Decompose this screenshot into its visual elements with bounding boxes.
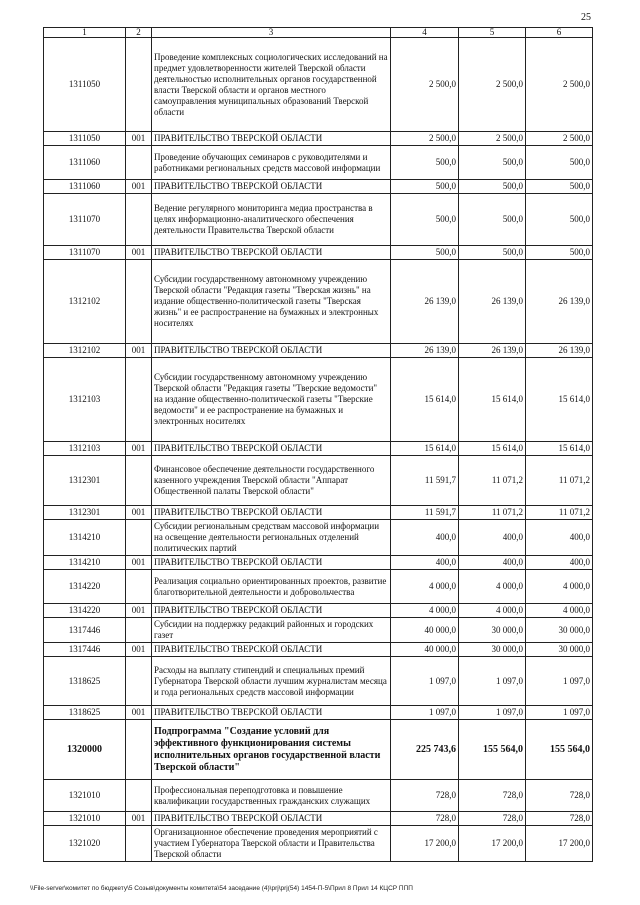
row-subcode — [126, 618, 152, 643]
row-value-year2: 4 000,0 — [459, 570, 526, 604]
row-value-year2: 400,0 — [459, 556, 526, 570]
row-value-year3: 728,0 — [526, 780, 593, 812]
row-name: Проведение комплексных социологических исследований на предмет удовлетворенности жителей Тверской области деятельностью исполнительных органов государственной власти Тверской области и органов местного самоуправления муниципальных образований Тверской области — [152, 38, 391, 132]
row-value-year2: 2 500,0 — [459, 38, 526, 132]
table-row — [44, 146, 593, 180]
row-value-year3: 500,0 — [526, 246, 593, 260]
row-value-year3: 26 139,0 — [526, 344, 593, 358]
row-name: Субсидии государственному автономному учреждению Тверской области "Редакция газеты "Тверские ведомости" на издание общественно-политической газеты "Тверские ведомости" и ее распространение на бумажных и электронных носителях — [152, 358, 391, 442]
row-name: ПРАВИТЕЛЬСТВО ТВЕРСКОЙ ОБЛАСТИ — [152, 180, 391, 194]
table-body — [44, 38, 593, 862]
row-value-year3: 2 500,0 — [526, 132, 593, 146]
row-subcode: 001 — [126, 604, 152, 618]
row-code: 1314210 — [44, 520, 126, 556]
row-value-year1: 400,0 — [391, 520, 459, 556]
row-code: 1312103 — [44, 442, 126, 456]
row-subcode: 001 — [126, 812, 152, 826]
row-subcode — [126, 520, 152, 556]
row-value-year2: 17 200,0 — [459, 826, 526, 862]
row-name: ПРАВИТЕЛЬСТВО ТВЕРСКОЙ ОБЛАСТИ — [152, 643, 391, 657]
table-row — [44, 604, 593, 618]
table-row — [44, 456, 593, 506]
row-subcode: 001 — [126, 180, 152, 194]
table-row — [44, 260, 593, 344]
row-code: 1318625 — [44, 657, 126, 706]
row-value-year1: 400,0 — [391, 556, 459, 570]
row-code: 1321020 — [44, 826, 126, 862]
row-value-year1: 11 591,7 — [391, 506, 459, 520]
row-value-year2: 11 071,2 — [459, 506, 526, 520]
row-value-year3: 1 097,0 — [526, 706, 593, 720]
table-row — [44, 38, 593, 132]
table-row — [44, 180, 593, 194]
file-path-footer: \\File-server\комитет по бюджету\5 Созыв\документы комитета\54 заседание (4)\prj\prj(54) 1454-П-5\Прил 8 Прил 14 КЦСР ППП — [30, 885, 413, 892]
row-subcode — [126, 570, 152, 604]
row-value-year1: 17 200,0 — [391, 826, 459, 862]
row-value-year3: 400,0 — [526, 556, 593, 570]
page-number: 25 — [581, 12, 591, 23]
row-value-year2: 728,0 — [459, 780, 526, 812]
table-row — [44, 344, 593, 358]
row-code: 1311070 — [44, 194, 126, 246]
row-subcode — [126, 358, 152, 442]
row-value-year1: 15 614,0 — [391, 358, 459, 442]
row-name: ПРАВИТЕЛЬСТВО ТВЕРСКОЙ ОБЛАСТИ — [152, 812, 391, 826]
table-row — [44, 780, 593, 812]
row-name: Проведение обучающих семинаров с руководителями и работниками региональных средств массовой информации — [152, 146, 391, 180]
row-name: Реализация социально ориентированных проектов, развитие благотворительной деятельности и добровольчества — [152, 570, 391, 604]
row-name: Организационное обеспечение проведения мероприятий с участием Губернатора Тверской области и Правительства Тверской области — [152, 826, 391, 862]
row-subcode: 001 — [126, 706, 152, 720]
row-value-year3: 400,0 — [526, 520, 593, 556]
row-value-year3: 26 139,0 — [526, 260, 593, 344]
table-header-row — [44, 28, 593, 38]
row-name: Подпрограмма "Создание условий для эффективного функционирования системы исполнительных органов государственной власти Тверской области" — [152, 720, 391, 780]
row-subcode: 001 — [126, 132, 152, 146]
table-row — [44, 132, 593, 146]
row-name: Финансовое обеспечение деятельности государственного казенного учреждения Тверской области "Аппарат Общественной палаты Тверской области" — [152, 456, 391, 506]
row-value-year1: 1 097,0 — [391, 706, 459, 720]
row-value-year1: 40 000,0 — [391, 618, 459, 643]
budget-table — [43, 27, 593, 862]
table-row — [44, 358, 593, 442]
row-value-year1: 728,0 — [391, 780, 459, 812]
row-value-year1: 11 591,7 — [391, 456, 459, 506]
row-subcode — [126, 720, 152, 780]
row-value-year1: 2 500,0 — [391, 132, 459, 146]
row-code: 1311050 — [44, 38, 126, 132]
row-value-year3: 30 000,0 — [526, 643, 593, 657]
row-name: ПРАВИТЕЛЬСТВО ТВЕРСКОЙ ОБЛАСТИ — [152, 442, 391, 456]
row-name: Субсидии государственному автономному учреждению Тверской области "Редакция газеты "Тверская жизнь" на издание общественно-политической газеты "Тверская жизнь" и ее распространение на бумажных и электронных носителях — [152, 260, 391, 344]
row-value-year3: 15 614,0 — [526, 358, 593, 442]
row-subcode: 001 — [126, 344, 152, 358]
table-row — [44, 442, 593, 456]
column-header: 3 — [152, 28, 391, 38]
row-code: 1314220 — [44, 570, 126, 604]
row-value-year2: 26 139,0 — [459, 344, 526, 358]
row-value-year3: 500,0 — [526, 146, 593, 180]
row-name: Ведение регулярного мониторинга медиа пространства в целях информационно-аналитического обеспечения деятельности Правительства Тверской области — [152, 194, 391, 246]
table-row — [44, 194, 593, 246]
row-code: 1311050 — [44, 132, 126, 146]
row-value-year3: 155 564,0 — [526, 720, 593, 780]
row-name: ПРАВИТЕЛЬСТВО ТВЕРСКОЙ ОБЛАСТИ — [152, 506, 391, 520]
row-subcode: 001 — [126, 643, 152, 657]
column-header: 1 — [44, 28, 126, 38]
row-value-year3: 2 500,0 — [526, 38, 593, 132]
row-subcode — [126, 456, 152, 506]
row-name: Профессиональная переподготовка и повышение квалификации государственных гражданских служащих — [152, 780, 391, 812]
row-value-year1: 26 139,0 — [391, 344, 459, 358]
table-row — [44, 706, 593, 720]
row-code: 1314210 — [44, 556, 126, 570]
table-row — [44, 618, 593, 643]
row-value-year1: 225 743,6 — [391, 720, 459, 780]
row-subcode: 001 — [126, 246, 152, 260]
row-name: ПРАВИТЕЛЬСТВО ТВЕРСКОЙ ОБЛАСТИ — [152, 344, 391, 358]
table-row — [44, 570, 593, 604]
row-value-year1: 4 000,0 — [391, 604, 459, 618]
row-value-year1: 500,0 — [391, 180, 459, 194]
row-code: 1312301 — [44, 506, 126, 520]
table-row — [44, 657, 593, 706]
row-code: 1311070 — [44, 246, 126, 260]
row-code: 1311060 — [44, 180, 126, 194]
row-value-year2: 30 000,0 — [459, 618, 526, 643]
row-value-year1: 728,0 — [391, 812, 459, 826]
row-subcode — [126, 780, 152, 812]
row-name: Субсидии региональным средствам массовой информации на освещение деятельности региональных отделений политических партий — [152, 520, 391, 556]
row-subcode: 001 — [126, 556, 152, 570]
table-row — [44, 556, 593, 570]
row-value-year1: 40 000,0 — [391, 643, 459, 657]
row-code: 1317446 — [44, 643, 126, 657]
column-header: 5 — [459, 28, 526, 38]
row-name: ПРАВИТЕЛЬСТВО ТВЕРСКОЙ ОБЛАСТИ — [152, 132, 391, 146]
row-value-year2: 500,0 — [459, 146, 526, 180]
table-row — [44, 246, 593, 260]
row-name: ПРАВИТЕЛЬСТВО ТВЕРСКОЙ ОБЛАСТИ — [152, 706, 391, 720]
row-value-year1: 4 000,0 — [391, 570, 459, 604]
row-value-year2: 4 000,0 — [459, 604, 526, 618]
row-value-year2: 30 000,0 — [459, 643, 526, 657]
row-value-year2: 728,0 — [459, 812, 526, 826]
row-value-year1: 2 500,0 — [391, 38, 459, 132]
row-code: 1312103 — [44, 358, 126, 442]
row-code: 1314220 — [44, 604, 126, 618]
row-code: 1312102 — [44, 344, 126, 358]
row-subcode — [126, 146, 152, 180]
row-value-year2: 500,0 — [459, 246, 526, 260]
row-value-year2: 1 097,0 — [459, 706, 526, 720]
row-value-year2: 26 139,0 — [459, 260, 526, 344]
row-value-year2: 500,0 — [459, 180, 526, 194]
column-header: 6 — [526, 28, 593, 38]
table-row — [44, 643, 593, 657]
row-value-year2: 11 071,2 — [459, 456, 526, 506]
row-value-year1: 15 614,0 — [391, 442, 459, 456]
row-code: 1312301 — [44, 456, 126, 506]
row-subcode: 001 — [126, 442, 152, 456]
row-code: 1317446 — [44, 618, 126, 643]
row-value-year1: 26 139,0 — [391, 260, 459, 344]
row-code: 1321010 — [44, 812, 126, 826]
row-code: 1321010 — [44, 780, 126, 812]
row-value-year2: 2 500,0 — [459, 132, 526, 146]
row-value-year3: 4 000,0 — [526, 604, 593, 618]
row-value-year1: 1 097,0 — [391, 657, 459, 706]
table-row — [44, 720, 593, 780]
row-subcode — [126, 260, 152, 344]
row-value-year3: 17 200,0 — [526, 826, 593, 862]
row-subcode — [126, 657, 152, 706]
table-row — [44, 506, 593, 520]
row-code: 1312102 — [44, 260, 126, 344]
row-value-year2: 500,0 — [459, 194, 526, 246]
row-value-year3: 15 614,0 — [526, 442, 593, 456]
row-code: 1318625 — [44, 706, 126, 720]
row-name: ПРАВИТЕЛЬСТВО ТВЕРСКОЙ ОБЛАСТИ — [152, 604, 391, 618]
column-header: 2 — [126, 28, 152, 38]
row-name: ПРАВИТЕЛЬСТВО ТВЕРСКОЙ ОБЛАСТИ — [152, 246, 391, 260]
row-value-year1: 500,0 — [391, 146, 459, 180]
row-subcode — [126, 38, 152, 132]
row-value-year1: 500,0 — [391, 194, 459, 246]
row-value-year2: 15 614,0 — [459, 442, 526, 456]
row-value-year3: 4 000,0 — [526, 570, 593, 604]
row-subcode — [126, 826, 152, 862]
row-value-year3: 500,0 — [526, 180, 593, 194]
table-row — [44, 826, 593, 862]
row-value-year1: 500,0 — [391, 246, 459, 260]
row-subcode — [126, 194, 152, 246]
row-value-year2: 15 614,0 — [459, 358, 526, 442]
row-name: ПРАВИТЕЛЬСТВО ТВЕРСКОЙ ОБЛАСТИ — [152, 556, 391, 570]
table-row — [44, 812, 593, 826]
column-header: 4 — [391, 28, 459, 38]
table-row — [44, 520, 593, 556]
row-value-year3: 500,0 — [526, 194, 593, 246]
row-name: Расходы на выплату стипендий и специальных премий Губернатора Тверской области лучшим журналистам месяца и года региональных средств массовой информации — [152, 657, 391, 706]
row-value-year2: 1 097,0 — [459, 657, 526, 706]
row-value-year3: 30 000,0 — [526, 618, 593, 643]
row-value-year3: 11 071,2 — [526, 506, 593, 520]
row-code: 1311060 — [44, 146, 126, 180]
row-value-year3: 11 071,2 — [526, 456, 593, 506]
row-subcode: 001 — [126, 506, 152, 520]
row-name: Субсидии на поддержку редакций районных и городских газет — [152, 618, 391, 643]
row-value-year2: 400,0 — [459, 520, 526, 556]
row-value-year2: 155 564,0 — [459, 720, 526, 780]
row-value-year3: 1 097,0 — [526, 657, 593, 706]
row-value-year3: 728,0 — [526, 812, 593, 826]
row-code: 1320000 — [44, 720, 126, 780]
